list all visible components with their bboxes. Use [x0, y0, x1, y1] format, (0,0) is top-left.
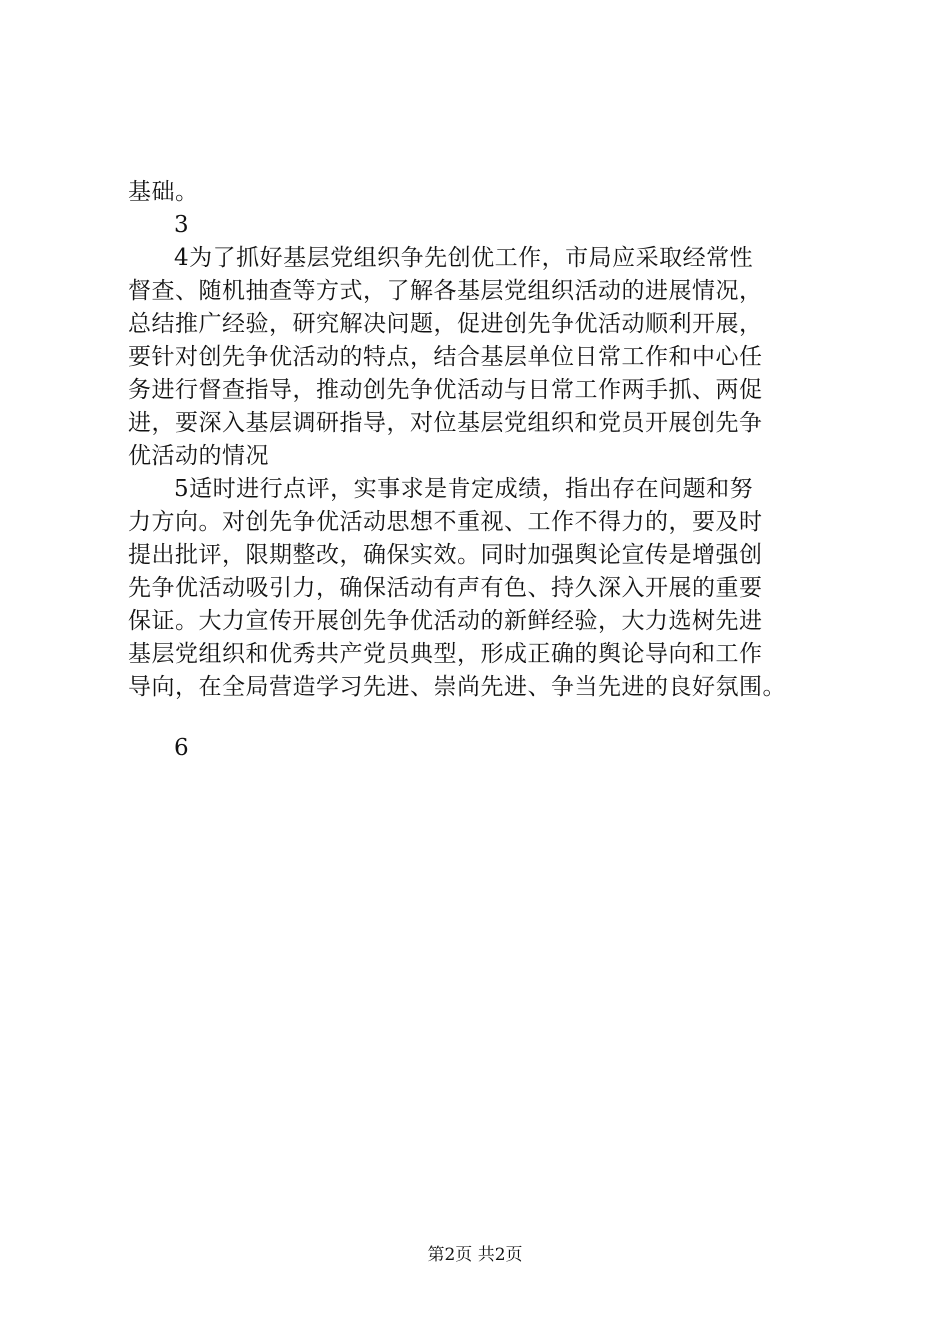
- text-line: 力方向。对创先争优活动思想不重视、工作不得力的，要及时: [128, 509, 763, 535]
- text-line: 基础。: [128, 179, 199, 205]
- text-line: 进，要深入基层调研指导，对位基层党组织和党员开展创先争: [128, 410, 763, 436]
- text-line: 基层党组织和优秀共产党员典型，形成正确的舆论导向和工作: [128, 641, 763, 667]
- paragraph-gap: [128, 704, 828, 732]
- page-number-label: 第2页 共2页: [427, 1245, 523, 1265]
- section-number-3: 3: [174, 212, 190, 238]
- text-line: 要针对创先争优活动的特点，结合基层单位日常工作和中心任: [128, 344, 763, 370]
- text-line: 优活动的情况: [128, 443, 269, 469]
- text-line: 总结推广经验，研究解决问题，促进创先争优活动顺利开展，: [128, 311, 763, 337]
- text-line: 5适时进行点评，实事求是肯定成绩，指出存在问题和努: [174, 476, 754, 502]
- section-number-6: 6: [174, 735, 190, 761]
- text-line: 提出批评，限期整改，确保实效。同时加强舆论宣传是增强创: [128, 542, 763, 568]
- text-line: 务进行督查指导，推动创先争优活动与日常工作两手抓、两促: [128, 377, 763, 403]
- text-line: 保证。大力宣传开展创先争优活动的新鲜经验，大力选树先进: [128, 608, 763, 634]
- text-line: 督查、随机抽查等方式，了解各基层党组织活动的进展情况，: [128, 278, 763, 304]
- text-line: 导向，在全局营造学习先进、崇尚先进、争当先进的良好氛围。: [128, 674, 786, 700]
- text-line: 4为了抓好基层党组织争先创优工作，市局应采取经常性: [174, 245, 754, 271]
- text-line: 先争优活动吸引力，确保活动有声有色、持久深入开展的重要: [128, 575, 763, 601]
- document-body: [128, 176, 828, 765]
- page-footer: [0, 1244, 950, 1266]
